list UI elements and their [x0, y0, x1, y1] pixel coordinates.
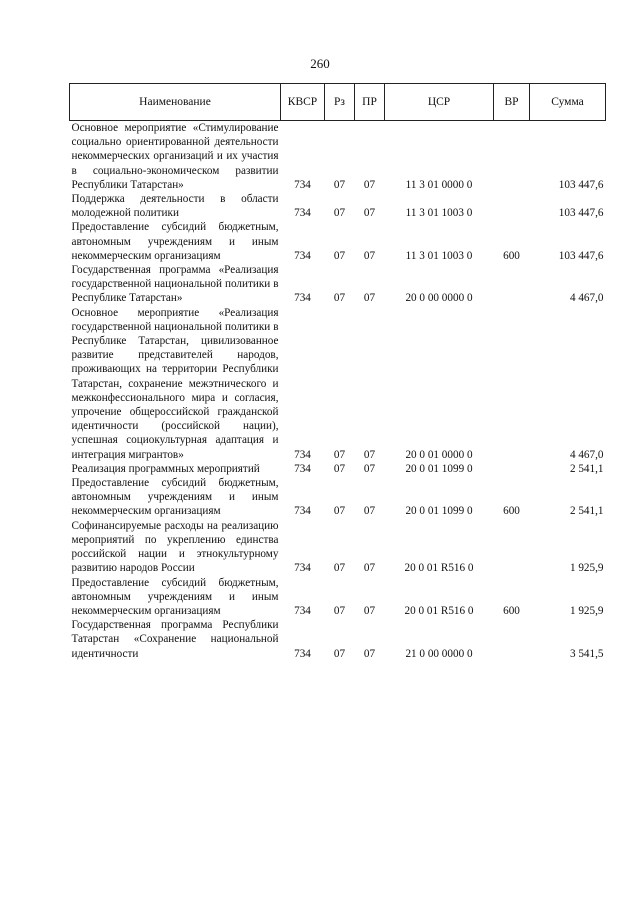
row-rz: 07: [333, 448, 346, 461]
row-vr: 600: [503, 249, 520, 262]
table-row: [70, 519, 606, 576]
row-sum: 103 447,6: [558, 178, 604, 191]
table-row: [70, 462, 606, 476]
row-vr: [494, 263, 530, 306]
row-vr: [494, 121, 530, 193]
row-csr: 11 3 01 1003 0: [405, 207, 473, 220]
row-rz: 07: [333, 178, 346, 191]
table-row: [70, 121, 606, 193]
row-pr: 07: [363, 448, 376, 461]
row-rz: 07: [333, 562, 346, 575]
row-name: Предоставление субсидий бюджетным, автономным учреждениям и иным некоммерческим организациям: [71, 576, 279, 617]
row-sum: 1 925,9: [569, 562, 604, 575]
row-pr: 07: [363, 207, 376, 220]
row-kvsr: 734: [294, 178, 311, 191]
row-sum: 103 447,6: [558, 249, 604, 262]
row-name: Софинансируемые расходы на реализацию мероприятий по укреплению единства российской нации и этнокультурному развитию народов России: [71, 519, 279, 575]
row-csr: 20 0 01 0000 0: [405, 448, 473, 461]
row-csr: 20 0 01 R516 0: [404, 562, 474, 575]
header-csr: ЦСР: [385, 84, 494, 121]
header-rz: Рз: [325, 84, 355, 121]
header-kvsr: КВСР: [281, 84, 325, 121]
row-pr: 07: [363, 647, 376, 660]
row-csr: 20 0 01 1099 0: [405, 505, 473, 518]
row-kvsr: 734: [294, 448, 311, 461]
header-pr: ПР: [355, 84, 385, 121]
row-vr: 600: [503, 604, 520, 617]
row-sum: 103 447,6: [558, 207, 604, 220]
row-kvsr: 734: [294, 604, 311, 617]
header-vr: ВР: [494, 84, 530, 121]
row-pr: 07: [363, 462, 376, 475]
header-name: Наименование: [70, 84, 281, 121]
row-sum: 1 925,9: [569, 604, 604, 617]
row-pr: 07: [363, 562, 376, 575]
row-csr: 11 3 01 0000 0: [405, 178, 473, 191]
row-sum: 2 541,1: [569, 505, 604, 518]
row-kvsr: 734: [294, 249, 311, 262]
table-row: [70, 618, 606, 661]
row-kvsr: 734: [294, 462, 311, 475]
row-vr: [494, 618, 530, 661]
row-pr: 07: [363, 292, 376, 305]
row-kvsr: 734: [294, 647, 311, 660]
row-pr: 07: [363, 249, 376, 262]
row-rz: 07: [333, 207, 346, 220]
row-sum: 2 541,1: [569, 462, 604, 475]
row-vr: [494, 462, 530, 476]
row-pr: 07: [363, 505, 376, 518]
table-row: [70, 192, 606, 220]
row-name: Поддержка деятельности в области молодежной политики: [71, 193, 279, 220]
page-number: 260: [310, 56, 330, 71]
row-csr: 20 0 01 1099 0: [405, 462, 473, 475]
row-kvsr: 734: [294, 292, 311, 305]
row-rz: 07: [333, 604, 346, 617]
row-csr: 11 3 01 1003 0: [405, 249, 473, 262]
table-row: [70, 306, 606, 462]
row-kvsr: 734: [294, 207, 311, 220]
row-name: Государственная программа Республики Татарстан «Сохранение национальной идентичности: [71, 619, 279, 660]
row-vr: 600: [503, 505, 520, 518]
row-sum: 4 467,0: [569, 292, 604, 305]
budget-table: [69, 83, 606, 661]
table-row: [70, 476, 606, 519]
row-csr: 20 0 01 R516 0: [404, 604, 474, 617]
row-name: Предоставление субсидий бюджетным, автономным учреждениям и иным некоммерческим организациям: [71, 477, 279, 518]
row-name: Основное мероприятие «Стимулирование социально ориентированной деятельности некоммерческих организаций и их участия в социально-экономическом развитии Республики Татарстан»: [71, 122, 279, 191]
row-pr: 07: [363, 604, 376, 617]
row-rz: 07: [333, 647, 346, 660]
row-sum: 4 467,0: [569, 448, 604, 461]
row-rz: 07: [333, 462, 346, 475]
row-name: Основное мероприятие «Реализация государственной национальной политики в Республике Татарстан, цивилизованное развитие представителей народов, проживающих на территории Республики Татарстан, сохранение межэтнического и межконфессионального мира и согласия, упрочение общероссийской гражданской идентичности (российской нации), успешная социокультурная адаптация и интеграция мигрантов»: [71, 306, 279, 461]
row-sum: 3 541,5: [569, 647, 604, 660]
row-vr: [494, 192, 530, 220]
row-rz: 07: [333, 249, 346, 262]
row-name: Государственная программа «Реализация государственной национальной политики в Республике Татарстан»: [71, 264, 279, 305]
table-row: [70, 576, 606, 619]
row-vr: [494, 519, 530, 576]
row-pr: 07: [363, 178, 376, 191]
row-csr: 21 0 00 0000 0: [405, 647, 473, 660]
header-sum: Сумма: [530, 84, 606, 121]
row-name: Реализация программных мероприятий: [71, 462, 260, 475]
table-row: [70, 220, 606, 263]
row-vr: [494, 306, 530, 462]
row-kvsr: 734: [294, 562, 311, 575]
row-rz: 07: [333, 292, 346, 305]
row-csr: 20 0 00 0000 0: [405, 292, 473, 305]
row-name: Предоставление субсидий бюджетным, автономным учреждениям и иным некоммерческим организациям: [71, 221, 279, 262]
header-row: [70, 84, 606, 121]
table-row: [70, 263, 606, 306]
row-rz: 07: [333, 505, 346, 518]
row-kvsr: 734: [294, 505, 311, 518]
